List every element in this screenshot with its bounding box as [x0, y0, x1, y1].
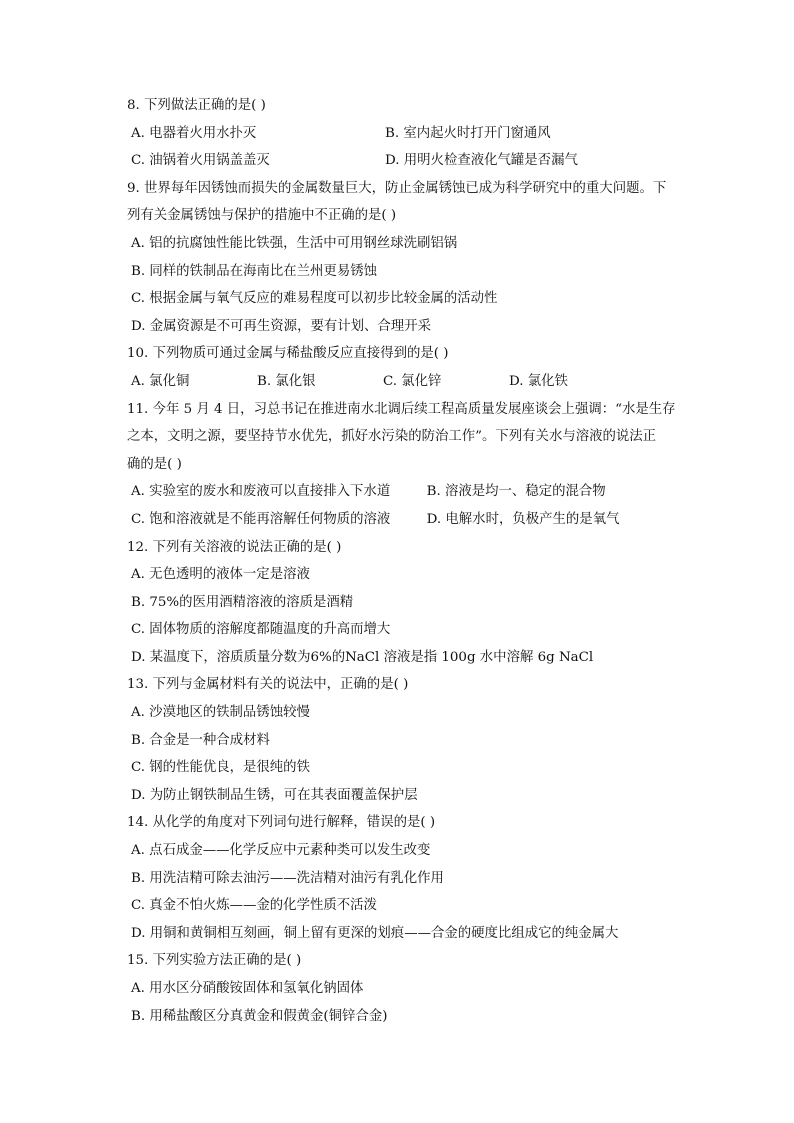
option-a: A. 氯化铜 — [131, 373, 190, 389]
question-stem: 12. 下列有关溶液的说法正确的是( ) — [127, 539, 342, 555]
option-a: A. 无色透明的液体一定是溶液 — [131, 567, 310, 583]
option-a: A. 电器着火用水扑灭 — [131, 125, 257, 141]
option-row — [127, 478, 672, 506]
option-c: C. 饱和溶液就是不能再溶解任何物质的溶液 — [131, 511, 391, 527]
option-a: A. 实验室的废水和废液可以直接排入下水道 — [131, 484, 391, 500]
option-c: C. 钢的性能优良，是很纯的铁 — [131, 760, 310, 776]
question-8 — [127, 92, 672, 175]
option-b: B. 75%的医用酒精溶液的溶质是酒精 — [131, 594, 354, 610]
option-row — [127, 120, 672, 148]
question-stem: 8. 下列做法正确的是( ) — [127, 98, 266, 113]
option-b: B. 用稀盐酸区分真黄金和假黄金(铜锌合金) — [131, 1008, 388, 1024]
question-stem: 14. 从化学的角度对下列词句进行解释，错误的是( ) — [127, 815, 436, 831]
option-row — [127, 368, 672, 396]
option-a: A. 铝的抗腐蚀性能比铁强，生活中可用钢丝球洗刷铝锅 — [131, 235, 458, 251]
question-15 — [127, 947, 672, 1030]
option-c: C. 油锅着火用锅盖盖灭 — [131, 153, 270, 169]
option-c: C. 氯化锌 — [383, 373, 442, 389]
option-b: B. 氯化银 — [257, 373, 316, 389]
option-d: D. 用铜和黄铜相互刻画，铜上留有更深的划痕——合金的硬度比组成它的纯金属大 — [131, 925, 619, 941]
question-12 — [127, 534, 672, 672]
option-b: B. 室内起火时打开门窗通风 — [385, 125, 551, 141]
option-a: A. 沙漠地区的铁制品锈蚀较慢 — [131, 705, 310, 721]
option-b: B. 合金是一种合成材料 — [131, 732, 270, 748]
question-stem: 13. 下列与金属材料有关的说法中，正确的是( ) — [127, 677, 409, 693]
option-d: D. 氯化铁 — [509, 373, 568, 389]
option-d: D. 用明火检查液化气罐是否漏气 — [385, 153, 578, 169]
question-stem: 15. 下列实验方法正确的是( ) — [127, 953, 302, 969]
option-b: B. 用洗洁精可除去油污——洗洁精对油污有乳化作用 — [131, 870, 444, 886]
option-row — [127, 147, 672, 175]
question-13 — [127, 671, 672, 809]
question-9 — [127, 175, 672, 341]
option-c: C. 固体物质的溶解度都随温度的升高而增大 — [131, 622, 391, 638]
option-d: D. 某温度下，溶质质量分数为6%的NaCl 溶液是指 100g 水中溶解 6g NaCl — [131, 649, 594, 665]
option-a: A. 点石成金——化学反应中元素种类可以发生改变 — [131, 843, 431, 859]
question-stem: 10. 下列物质可通过金属与稀盐酸反应直接得到的是( ) — [127, 346, 449, 362]
option-row — [127, 506, 672, 534]
option-a: A. 用水区分硝酸铵固体和氢氧化钠固体 — [131, 981, 364, 996]
option-d: D. 金属资源是不可再生资源，要有计划、合理开采 — [131, 318, 431, 334]
question-stem: 列有关金属锈蚀与保护的措施中不正确的是( ) — [127, 208, 397, 224]
option-b: B. 溶液是均一、稳定的混合物 — [426, 484, 606, 500]
option-b: B. 同样的铁制品在海南比在兰州更易锈蚀 — [131, 263, 377, 279]
question-11 — [127, 396, 676, 534]
question-stem: 9. 世界每年因锈蚀而损失的金属数量巨大，防止金属锈蚀已成为科学研究中的重大问题。下 — [127, 180, 667, 196]
question-14 — [127, 809, 672, 947]
option-d: D. 为防止钢铁制品生锈，可在其表面覆盖保护层 — [131, 787, 418, 803]
question-stem: 确的是( ) — [127, 456, 182, 472]
question-10 — [127, 340, 672, 395]
option-c: C. 根据金属与氧气反应的难易程度可以初步比较金属的活动性 — [131, 291, 498, 307]
question-stem: 11. 今年 5 月 4 日，习总书记在推进南水北调后续工程高质量发展座谈会上强调：“水是生存 — [127, 401, 676, 417]
question-stem: 之本，文明之源，要坚持节水优先，抓好水污染的防治工作”。下列有关水与溶液的说法正 — [127, 429, 657, 445]
option-c: C. 真金不怕火炼——金的化学性质不活泼 — [131, 898, 377, 914]
option-d: D. 电解水时，负极产生的是氧气 — [426, 511, 620, 527]
question-list — [127, 92, 676, 1030]
